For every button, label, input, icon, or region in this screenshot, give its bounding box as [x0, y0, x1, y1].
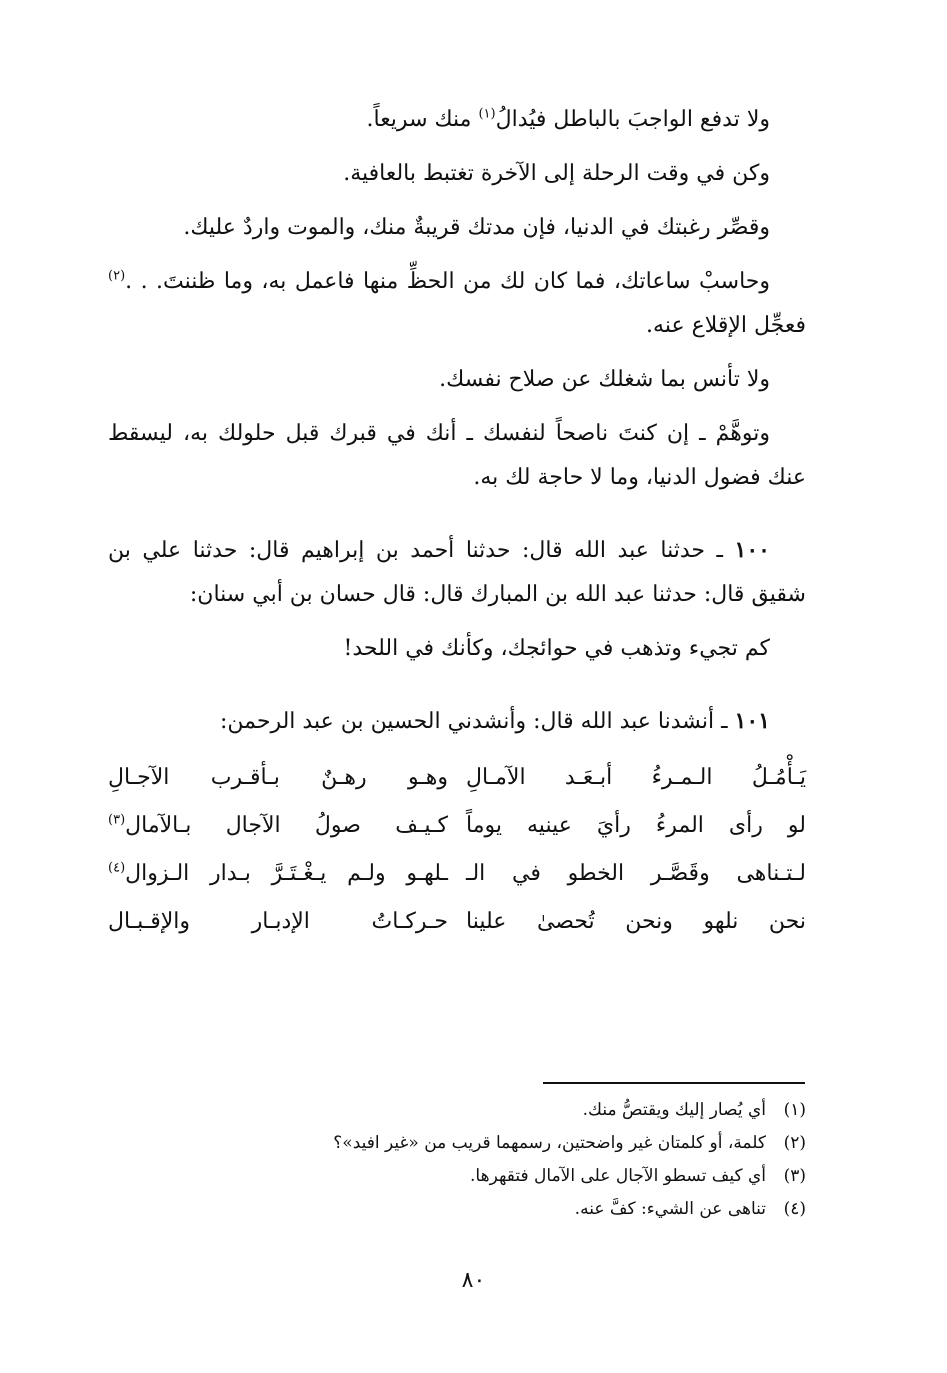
paragraph-text: فعجِّل الإقلاع عنه.: [646, 313, 806, 338]
verse-line-1: [108, 754, 806, 802]
hadith-number: ١٠١: [734, 708, 770, 734]
paragraph-text: منك سريعاً.: [366, 107, 479, 132]
verse-first-hemistich: لو رأى المرءُ رأيَ عينيه يوماً: [466, 813, 806, 838]
hadith-text: ـ حدثنا عبد الله قال: حدثنا أحمد بن إبراهيم قال: حدثنا علي بن شقيق قال: حدثنا عبد الله بن المبارك قال: قال حسان بن أبي سنان:: [108, 538, 806, 607]
hadith-number: ١٠٠: [734, 537, 770, 563]
footnote-number: (٢): [783, 1133, 806, 1153]
paragraph-text: وحاسبْ ساعاتك، فما كان لك من الحظِّ منها فاعمل به، وما ظننتَ. . .: [125, 269, 770, 294]
verse-first-hemistich: يَـأْمُـلُ الـمـرءُ أبـعَـد الآمـالِ: [466, 765, 806, 790]
footnote-marker[interactable]: (٤): [108, 860, 126, 876]
paragraph-3: [108, 206, 806, 250]
hemistich-text: حـركـاتُ الإدبـار والإقـبـال: [108, 909, 448, 934]
footnote-marker[interactable]: (٢): [108, 268, 126, 284]
footnote-3: [108, 1160, 806, 1193]
hemistich-text: ـلهـو ولـم يـغْـتَـرَّ بـدار الـزوال: [125, 861, 448, 886]
paragraph-text: ولا تأنس بما شغلك عن صلاح نفسك.: [439, 367, 770, 392]
quote-text: كم تجيء وتذهب في حوائجك، وكأنك في اللحد!: [343, 636, 770, 661]
footnote-marker[interactable]: (٣): [108, 812, 126, 828]
footnote-4: [108, 1193, 806, 1226]
page-number: ٨٠: [461, 1268, 486, 1293]
footnote-text: تناهى عن الشيء: كفَّ عنه.: [574, 1199, 766, 1219]
hemistich-text: وهـو رهـنٌ بـأقـرب الآجـالِ: [108, 765, 448, 790]
verse-line-3: [108, 850, 806, 898]
paragraph-1: [108, 98, 806, 142]
footnote-text: كلمة، أو كلمتان غير واضحتين، رسمهما قريب من «غير افيد»؟: [333, 1133, 766, 1153]
verse-second-hemistich: [108, 898, 448, 946]
hadith-100: [108, 528, 806, 617]
paragraph-4: [108, 260, 806, 348]
page-body: [108, 98, 806, 946]
poem: [108, 754, 806, 946]
verse-second-hemistich: [108, 802, 448, 850]
verse-line-4: [108, 898, 806, 946]
verse-second-hemistich: [108, 754, 448, 802]
paragraph-text: وتوهَّمْ ـ إن كنتَ ناصحاً لنفسك ـ أنك في قبرك قبل حلولك به، ليسقط عنك فضول الدنيا، وما لا حاجة لك به.: [108, 421, 806, 490]
paragraph-2: [108, 152, 806, 196]
verse-second-hemistich: [108, 850, 448, 898]
verse-first-hemistich: نحن نلهو ونحن تُحصىٰ علينا: [466, 909, 806, 934]
hadith-100-quote: [108, 627, 806, 671]
footnote-number: (١): [783, 1100, 806, 1120]
paragraph-text: وقصِّر رغبتك في الدنيا، فإن مدتك قريبةٌ منك، والموت واردٌ عليك.: [183, 215, 770, 240]
hadith-text: ـ أنشدنا عبد الله قال: وأنشدني الحسين بن عبد الرحمن:: [219, 709, 735, 734]
footnote-marker[interactable]: (١): [478, 106, 496, 122]
footnote-text: أي يُصار إليك ويقتصُّ منك.: [582, 1100, 766, 1120]
footnote-2: [108, 1127, 806, 1160]
hemistich-text: كـيـف صولُ الآجال بـالآمال: [125, 813, 448, 838]
paragraph-text: ولا تدفع الواجبَ بالباطل فيُدالُ: [495, 107, 770, 132]
footnote-number: (٣): [783, 1166, 806, 1186]
paragraph-6: [108, 412, 806, 500]
footnote-number: (٤): [783, 1199, 806, 1219]
footnote-divider: [543, 1082, 805, 1084]
footnote-text: أي كيف تسطو الآجال على الآمال فتقهرها.: [470, 1166, 766, 1186]
paragraph-5: [108, 358, 806, 402]
footnote-1: [108, 1094, 806, 1127]
paragraph-text: وكن في وقت الرحلة إلى الآخرة تغتبط بالعافية.: [343, 161, 770, 186]
footnotes: [108, 1094, 806, 1226]
verse-line-2: [108, 802, 806, 850]
hadith-101: [108, 699, 806, 744]
verse-first-hemistich: لـتـناهى وقَصَّـر الخطو في الـ: [466, 861, 806, 886]
